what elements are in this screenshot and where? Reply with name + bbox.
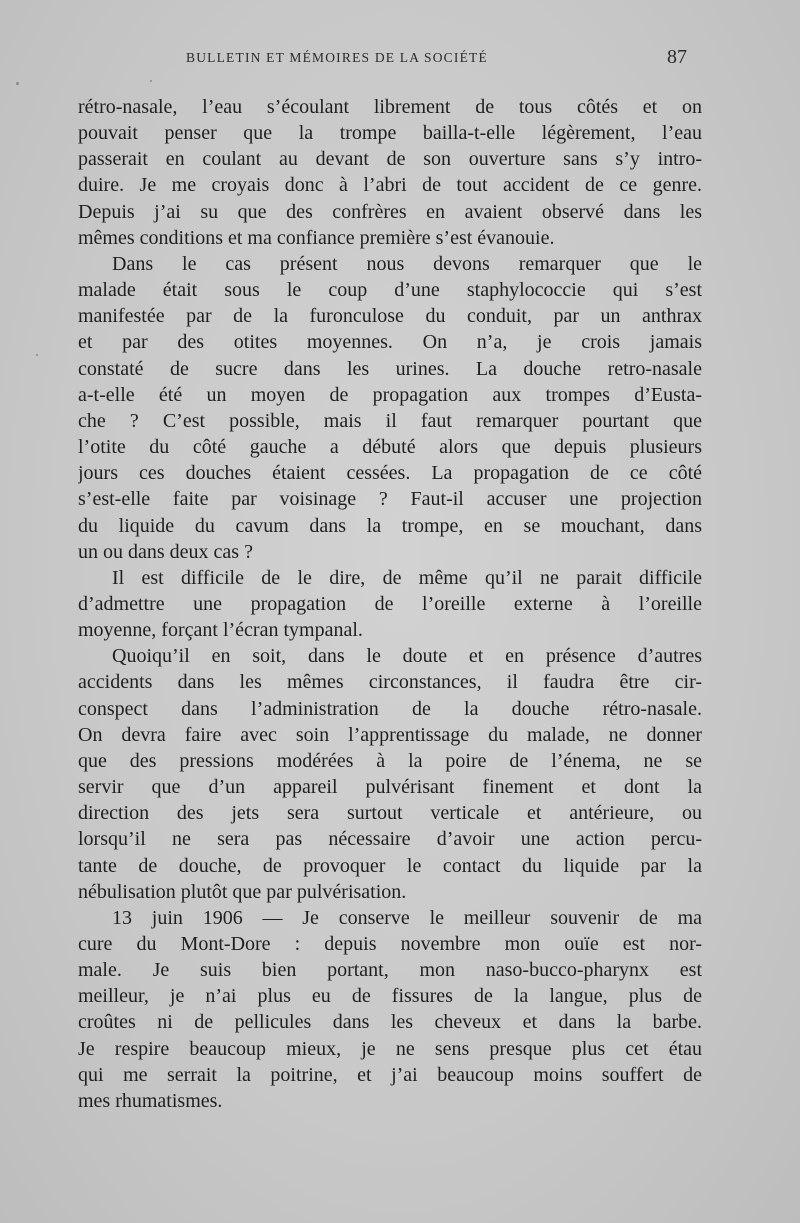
text-line: passerait en coulant au devant de son ouverture sans s’y intro- (78, 148, 702, 171)
paragraph (78, 94, 702, 251)
text-line: Quoiqu’il en soit, dans le doute et en présence d’autres (112, 645, 702, 668)
text-line: mêmes conditions et ma confiance première s’est évanouie. (78, 226, 555, 249)
text-line: l’otite du côté gauche a débuté alors que depuis plusieurs (78, 436, 702, 459)
paragraph (78, 643, 702, 905)
text-line: cure du Mont-Dore : depuis novembre mon ouïe est nor- (78, 933, 702, 955)
text-line: d’admettre une propagation de l’oreille externe à l’oreille (78, 592, 702, 615)
text-line: Depuis j’ai su que des confrères en avaient observé dans les (78, 200, 702, 223)
paragraph (78, 905, 702, 1114)
text-line: lorsqu’il ne sera pas nécessaire d’avoir une action percu- (78, 828, 702, 851)
text-line: jours ces douches étaient cessées. La propagation de ce côté (78, 462, 702, 485)
text-line: croûtes ni de pellicules dans les cheveux et dans la barbe. (78, 1011, 702, 1034)
text-line: qui me serrait la poitrine, et j’ai beaucoup moins souffert de (78, 1063, 702, 1086)
running-title: BULLETIN ET MÉMOIRES DE LA SOCIÉTÉ (186, 50, 488, 65)
text-line: servir que d’un appareil pulvérisant finement et dont la (78, 776, 702, 799)
text-line: duire. Je me croyais donc à l’abri de tout accident de ce genre. (78, 174, 702, 197)
text-line: meilleur, je n’ai plus eu de fissures de la langue, plus de (78, 985, 702, 1008)
text-line: constaté de sucre dans les urines. La douche retro-nasale (78, 357, 702, 380)
text-line: Il est difficile de le dire, de même qu’il ne parait difficile (112, 566, 702, 589)
running-head (0, 48, 800, 70)
print-speck (16, 82, 19, 85)
text-line: manifestée par de la furonculose du conduit, par un anthrax (78, 305, 702, 328)
text-line: un ou dans deux cas ? (78, 540, 253, 563)
text-line: male. Je suis bien portant, mon naso-bucco-pharynx est (78, 959, 702, 982)
text-line: nébulisation plutôt que par pulvérisation. (78, 880, 407, 903)
text-line: s’est-elle faite par voisinage ? Faut-il accuser une projection (78, 488, 702, 511)
text-line: mes rhumatismes. (78, 1089, 223, 1112)
print-speck (36, 354, 38, 356)
paragraph (78, 251, 702, 565)
text-line: tante de douche, de provoquer le contact du liquide par la (78, 854, 702, 877)
text-line: conspect dans l’administration de la douche rétro-nasale. (78, 697, 702, 720)
text-line: du liquide du cavum dans la trompe, en se mouchant, dans (78, 514, 702, 537)
text-line: rétro-nasale, l’eau s’écoulant librement de tous côtés et on (78, 96, 702, 118)
text-line: Je respire beaucoup mieux, je ne sens presque plus cet étau (78, 1037, 702, 1060)
text-line: accidents dans les mêmes circonstances, il faudra être cir- (78, 671, 702, 694)
text-line: On devra faire avec soin l’apprentissage du malade, ne donner (78, 723, 702, 746)
paragraph (78, 565, 702, 643)
text-line: 13 juin 1906 — Je conserve le meilleur souvenir de ma (112, 906, 702, 929)
text-line: direction des jets sera surtout verticale et antérieure, ou (78, 802, 702, 825)
text-line: Dans le cas présent nous devons remarquer que le (112, 252, 702, 275)
page-number: 87 (667, 46, 687, 68)
text-line: a-t-elle été un moyen de propagation aux trompes d’Eusta- (78, 383, 702, 406)
print-speck (150, 80, 152, 82)
text-line: que des pressions modérées à la poire de l’énema, ne se (78, 749, 702, 772)
body-text (78, 94, 702, 1114)
text-line: che ? C’est possible, mais il faut remarquer pourtant que (78, 409, 702, 432)
text-line: pouvait penser que la trompe bailla-t-elle légèrement, l’eau (78, 122, 702, 145)
text-line: et par des otites moyennes. On n’a, je crois jamais (78, 331, 702, 354)
text-line: moyenne, forçant l’écran tympanal. (78, 619, 363, 642)
text-line: malade était sous le coup d’une staphylococcie qui s’est (78, 279, 702, 302)
